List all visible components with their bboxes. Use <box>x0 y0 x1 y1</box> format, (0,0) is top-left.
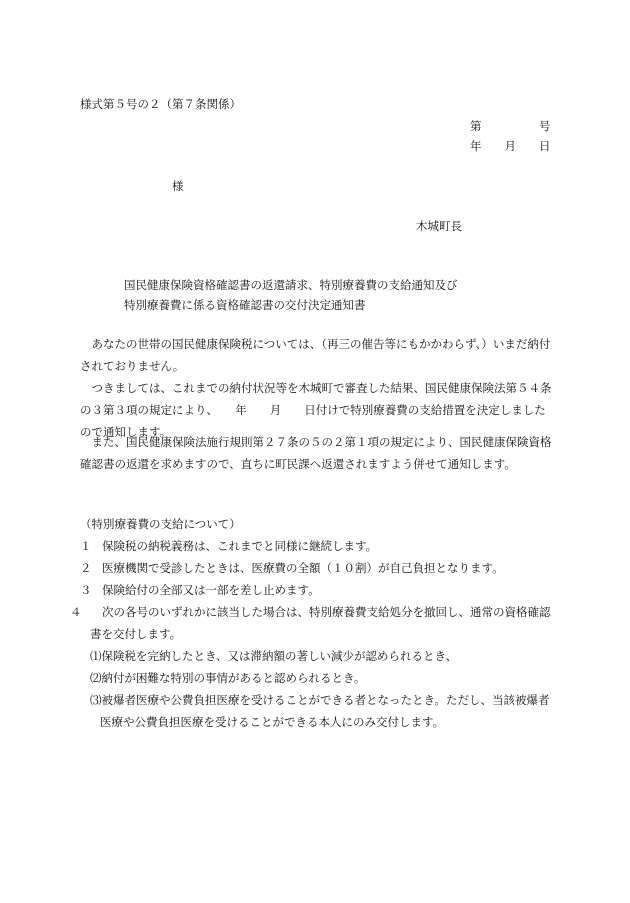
form-number: 様式第５号の２（第７条関係） <box>80 97 241 111</box>
issuer: 木城町長 <box>416 219 462 233</box>
addressee: 様 <box>172 179 184 193</box>
body-paragraph-2: つきましては、これまでの納付状況等を木城町で審査した結果、国民健康保険法第５４条の３第３項の規定により、 年 月 日付けで特別療養費の支給措置を決定しましたので通知します。 <box>80 381 552 439</box>
item-text: 保険税の納税義務は、これまでと同様に継続します。 <box>102 539 378 553</box>
item-number: ２ <box>80 561 92 575</box>
item-text: 医療機関で受診したときは、医療費の全額（１０割）が自己負担となります。 <box>102 561 504 575</box>
sub-item: ⑴保険税を完納したとき、又は滞納額の著しい減少が認められるとき、 <box>90 649 458 663</box>
list-item <box>80 579 555 601</box>
body-paragraph-3: また、国民健康保険法施行規則第２７条の５の２第１項の規定により、国民健康保険資格確認書の返還を求めますので、直ちに町民課へ返還されますよう併せて通知します。 <box>80 435 552 471</box>
body-paragraph-1: あなたの世帯の国民健康保険税については、（再三の催告等にもかかわらず、）いまだ納付されておりません。 <box>80 337 551 373</box>
notes-section <box>70 513 555 733</box>
list-item <box>80 557 555 579</box>
item-text: 次の各号のいずれかに該当した場合は、特別療養費支給処分を撤回し、通常の資格確認書を交付します。 <box>90 605 551 641</box>
item-number: １ <box>80 539 92 553</box>
sub-item: ⑵納付が困難な特別の事情があると認められるとき。 <box>90 671 366 685</box>
list-item <box>80 535 555 557</box>
item-number: ４ <box>70 605 82 619</box>
issue-date: 年 月 日 <box>470 139 551 153</box>
notes-heading: （特別療養費の支給について） <box>80 517 241 531</box>
item-text: 保険給付の全部又は一部を差し止めます。 <box>102 583 320 597</box>
sub-item: ⑶被爆者医療や公費負担医療を受けることができる者となったとき。ただし、当該被爆者医療や公費負担医療を受けることができる本人にのみ交付します。 <box>90 693 550 729</box>
title-line-1: 国民健康保険資格確認書の返還請求、特別療養費の支給通知及び <box>124 278 458 292</box>
item-number: ３ <box>80 583 92 597</box>
document-number: 第 号 <box>470 119 551 133</box>
title-line-2: 特別療養費に係る資格確認書の交付決定通知書 <box>124 298 366 312</box>
list-item <box>70 601 555 645</box>
